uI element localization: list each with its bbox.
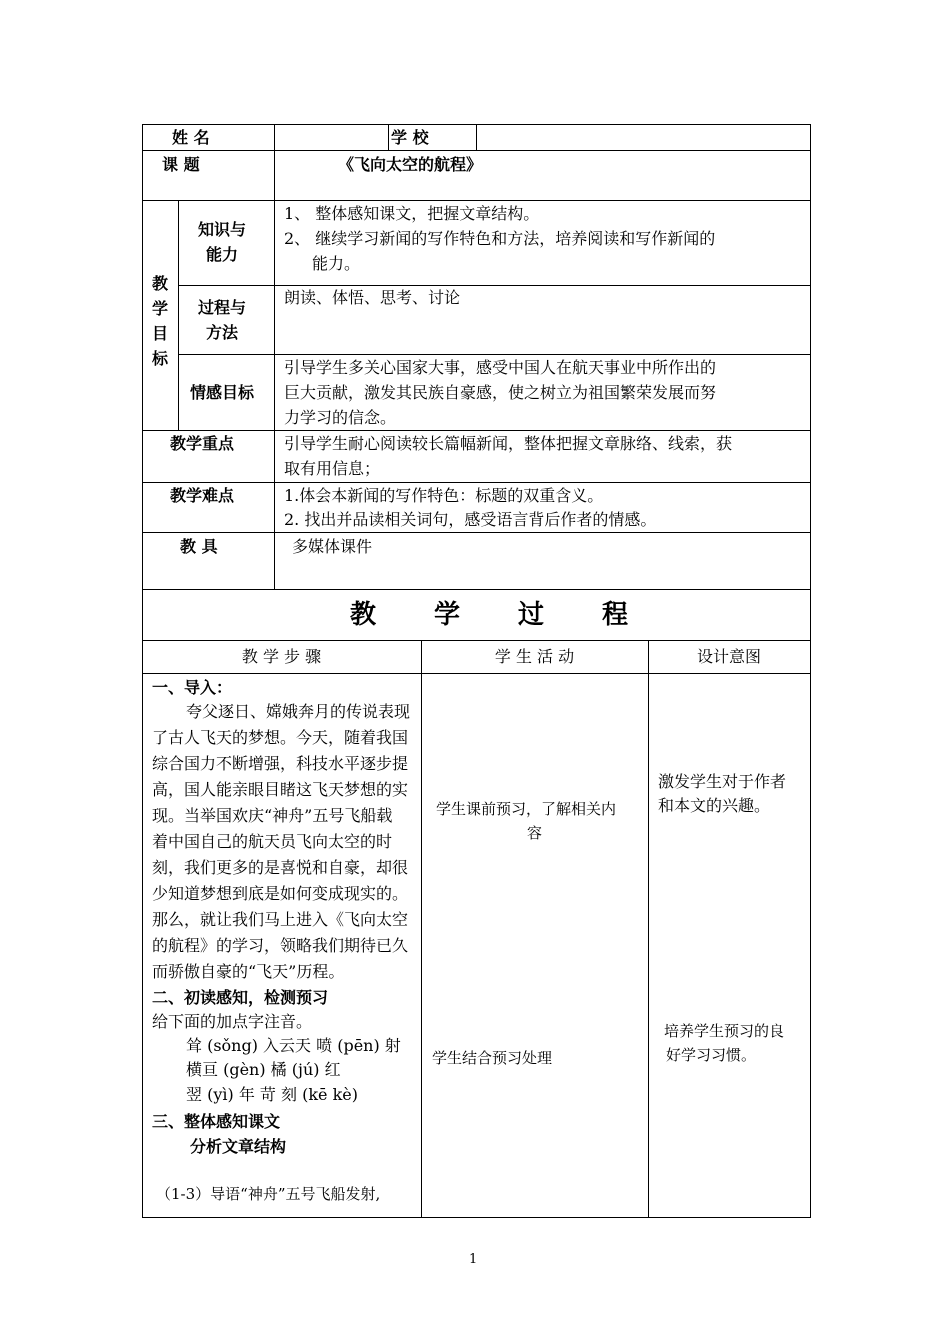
pinyin-line-3: 翌 (yì) 年 苛 刻 (kē kè) bbox=[186, 1085, 358, 1104]
step-3-subtitle: 分析文章结构 bbox=[190, 1137, 287, 1156]
column-header-intent: 设计意图 bbox=[696, 647, 761, 666]
key-point-line-1: 引导学生耐心阅读较长篇幅新闻，整体把握文章脉络、线索，获 bbox=[284, 434, 733, 453]
knowledge-label-1: 知识与 bbox=[198, 220, 247, 239]
knowledge-label-2: 能力 bbox=[206, 245, 239, 264]
step-3-line: （1-3）导语“神舟”五号飞船发射, bbox=[156, 1185, 381, 1203]
emotion-line-3: 力学习的信念。 bbox=[284, 408, 397, 427]
knowledge-item-1: 1、 整体感知课文，把握文章结构。 bbox=[284, 204, 540, 223]
knowledge-item-2-cont: 能力。 bbox=[312, 254, 361, 273]
step-2-intro: 给下面的加点字注音。 bbox=[152, 1012, 313, 1031]
key-point-label: 教学重点 bbox=[170, 434, 235, 453]
activity-2: 学生结合预习处理 bbox=[432, 1049, 553, 1067]
name-label: 姓 名 bbox=[172, 128, 210, 147]
pinyin-line-2: 横亘 (gèn) 橘 (jú) 红 bbox=[186, 1060, 341, 1079]
emotion-line-2: 巨大贡献，激发其民族自豪感，使之树立为祖国繁荣发展而努 bbox=[284, 383, 717, 402]
tools-label: 教 具 bbox=[180, 537, 218, 556]
column-header-activities: 学 生 活 动 bbox=[494, 647, 575, 666]
tools-value: 多媒体课件 bbox=[292, 537, 373, 556]
school-label: 学 校 bbox=[391, 128, 429, 147]
step-1-title: 一、导入： bbox=[152, 678, 233, 697]
emotion-line-1: 引导学生多关心国家大事，感受中国人在航天事业中所作出的 bbox=[284, 358, 717, 377]
intent-1-line-1: 激发学生对于作者 bbox=[658, 772, 787, 791]
emotion-label: 情感目标 bbox=[190, 383, 255, 402]
pinyin-line-1: 耸 (sǒng) 入云天 喷 (pēn) 射 bbox=[186, 1036, 401, 1055]
activity-1-line-2: 容 bbox=[526, 824, 542, 842]
knowledge-item-2: 2、 继续学习新闻的写作特色和方法，培养阅读和写作新闻的 bbox=[284, 229, 716, 248]
column-header-steps: 教 学 步 骤 bbox=[241, 647, 322, 666]
difficulty-label: 教学难点 bbox=[170, 486, 235, 505]
key-point-line-2: 取有用信息； bbox=[284, 459, 381, 478]
process-value: 朗读、体悟、思考、讨论 bbox=[284, 288, 461, 307]
intent-2-line-2: 好学习习惯。 bbox=[666, 1046, 757, 1064]
topic-value: 《飞向太空的航程》 bbox=[338, 155, 483, 174]
page-number: 1 bbox=[469, 1252, 478, 1267]
activity-1-line-1: 学生课前预习，了解相关内 bbox=[436, 800, 617, 818]
process-title: 教学过程 bbox=[350, 600, 687, 630]
step-3-title: 三、整体感知课文 bbox=[152, 1112, 281, 1131]
intent-2-line-1: 培养学生预习的良 bbox=[664, 1022, 785, 1040]
step-2-title: 二、初读感知，检测预习 bbox=[152, 988, 329, 1007]
intent-1-line-2: 和本文的兴趣。 bbox=[658, 796, 771, 815]
process-label-2: 方法 bbox=[206, 323, 239, 342]
topic-label: 课 题 bbox=[162, 155, 200, 174]
process-label-1: 过程与 bbox=[198, 298, 247, 317]
difficulty-line-2: 2. 找出并品读相关词句，感受语言背后作者的情感。 bbox=[284, 510, 657, 529]
difficulty-line-1: 1.体会本新闻的写作特色：标题的双重含义。 bbox=[284, 486, 604, 505]
